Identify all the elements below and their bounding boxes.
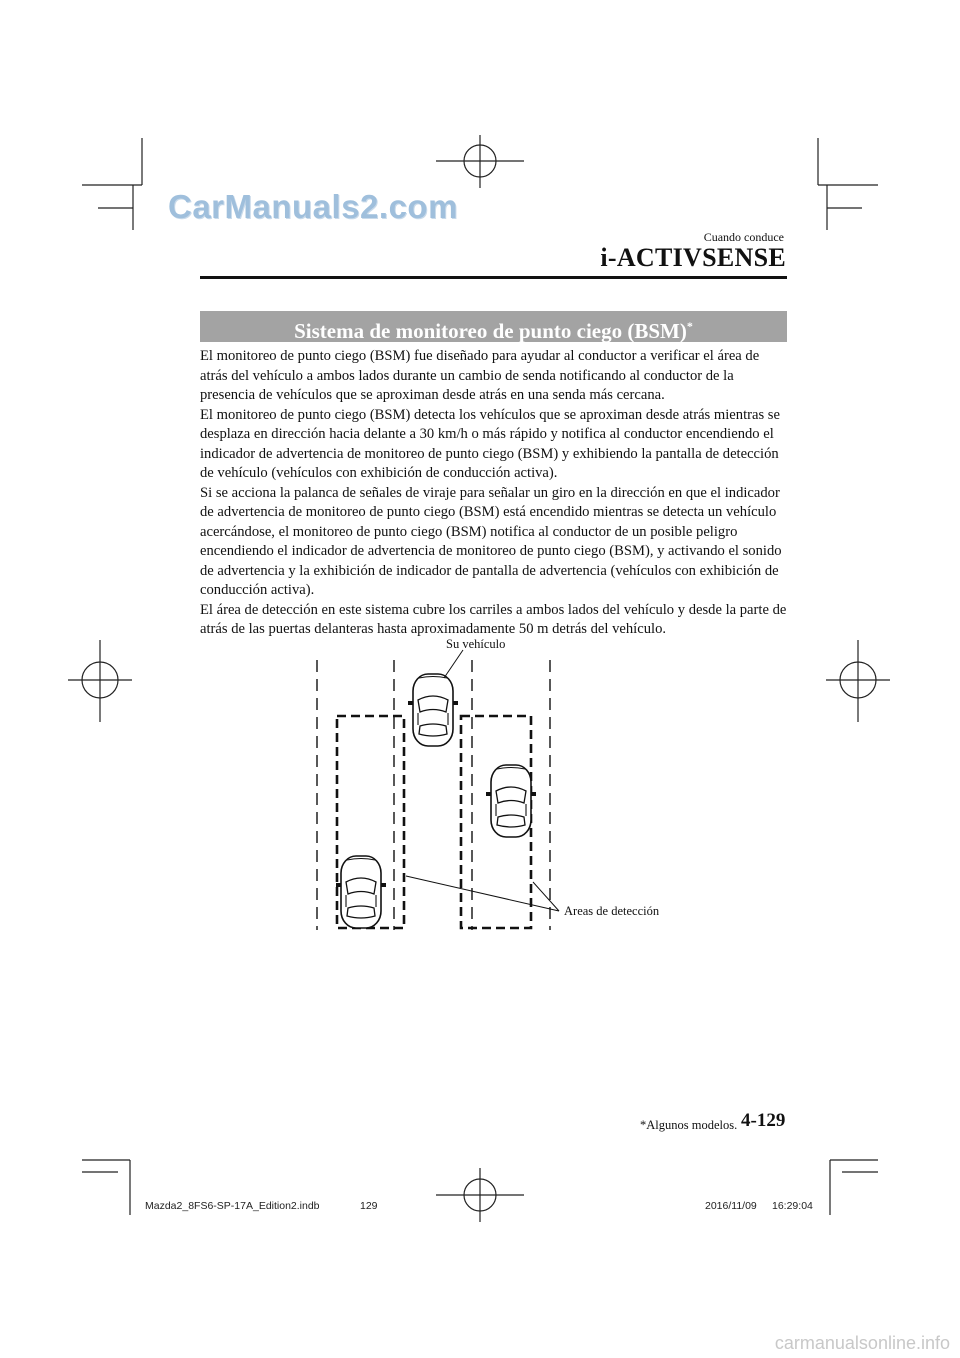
paragraph: El área de detección en este sistema cubre los carriles a ambos lados del vehículo y desde la parte de atrás de las puertas delanteras hasta aproximadamente 50 m detrás del vehículo. [200,601,787,637]
source-watermark: carmanualsonline.info [774,1333,950,1353]
print-file-name: Mazda2_8FS6-SP-17A_Edition2.indb [145,1200,320,1212]
detection-areas-label: Areas de detección [564,904,660,918]
approaching-vehicle-left-icon [336,856,386,928]
own-vehicle-icon [408,674,458,746]
paragraph: El monitoreo de punto ciego (BSM) fue diseñado para ayudar al conductor a verificar el área de atrás del vehículo a ambos lados durante un cambio de senda notificando al conductor de la presencia de vehículos que se aproximan desde atrás en una senda más cercana. [200,348,760,403]
print-page: 129 [360,1200,378,1212]
section-heading: i-ACTIVSENSE [600,243,786,272]
watermark-logo: CarManuals2.com [168,188,458,225]
approaching-vehicle-right-icon [486,765,536,837]
body-text [200,347,790,640]
header-rule [200,276,787,279]
print-date: 2016/11/09 [705,1200,757,1212]
print-time: 16:29:04 [772,1200,813,1212]
own-vehicle-label: Su vehículo [446,637,506,651]
page-title [200,311,787,342]
page-number: 4-129 [741,1110,786,1131]
title-text: Sistema de monitoreo de punto ciego (BSM) [294,319,687,343]
paragraph: Si se acciona la palanca de señales de viraje para señalar un giro en la dirección en que el indicador de advertencia de monitoreo de punto ciego (BSM) está encendido mientras se detecta un vehículo acercándose, el monitoreo de punto ciego (BSM) notifica al conductor de un posible peligro encendiendo el indicador de advertencia de monitoreo de punto ciego (BSM), y activando el sonido de advertencia y la exhibición de indicador de pantalla de advertencia (vehículos con exhibición de conducción activa). [200,484,782,598]
footnote: *Algunos modelos. [640,1118,738,1132]
chapter-label: Cuando conduce [703,230,784,244]
detection-area-diagram [300,630,680,940]
paragraph: El monitoreo de punto ciego (BSM) detecta los vehículos que se aproximan desde atrás mientras se desplaza en dirección hacia delante a 30 km/h o más rápido y notifica al conductor encendiendo el indicador de advertencia de monitoreo de punto ciego (BSM) y exhibiendo la pantalla de detección de vehículo (vehículos con exhibición de conducción activa). [200,406,780,481]
models-asterisk: * [686,319,693,333]
